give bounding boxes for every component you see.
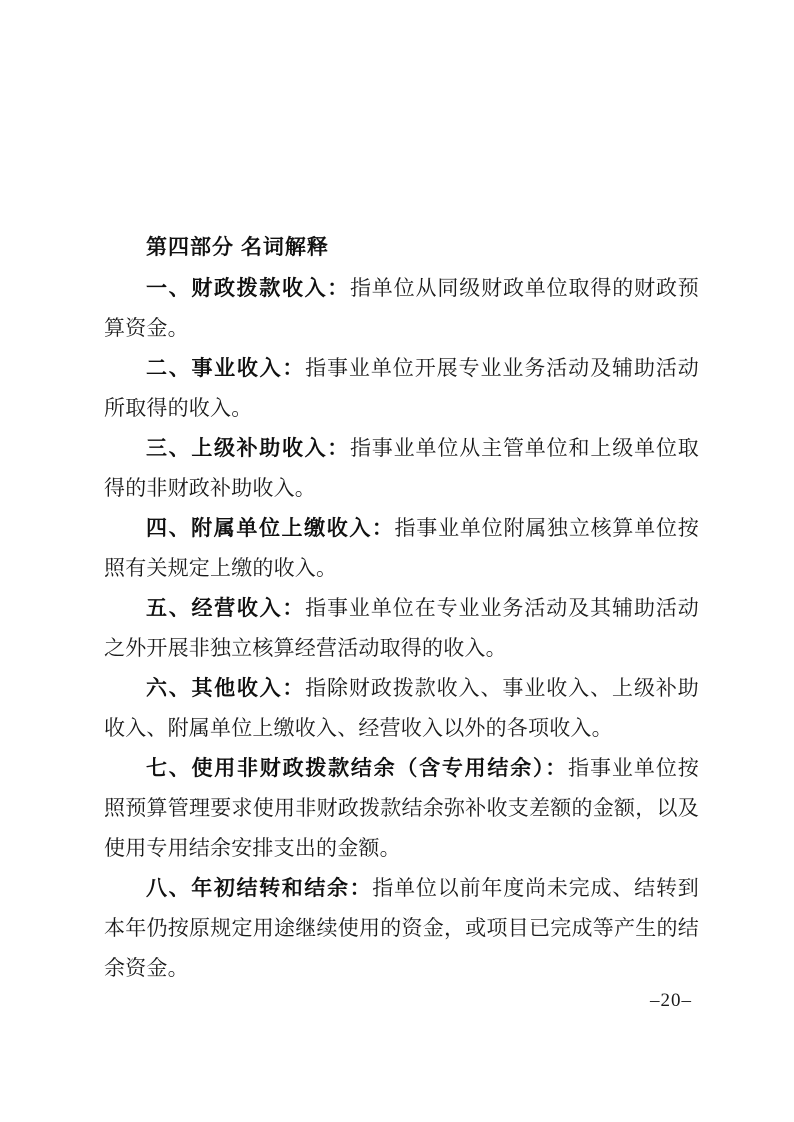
definition-paragraph-4 [104,508,699,588]
term-definition: 指事业单位附属独立核算单位按照有关规定上缴的收入。 [104,516,699,580]
term-definition: 指单位以前年度尚未完成、结转到本年仍按原规定用途继续使用的资金，或项目已完成等产生的结余资金。 [104,876,699,980]
section-title: 第四部分 名词解释 [146,236,329,259]
term-label: 二、事业收入： [146,356,306,380]
term-label: 四、附属单位上缴收入： [146,516,395,540]
document-content [104,228,699,988]
definition-paragraph-8 [104,868,699,988]
term-label: 六、其他收入： [146,676,306,700]
definition-paragraph-5 [104,588,699,668]
term-label: 八、年初结转和结余： [146,876,373,900]
definition-paragraph-1 [104,268,699,348]
term-definition: 指事业单位开展专业业务活动及辅助活动所取得的收入。 [104,356,699,420]
term-definition: 指单位从同级财政单位取得的财政预算资金。 [104,276,700,340]
page-number: –20– [650,990,692,1011]
term-definition: 指事业单位从主管单位和上级单位取得的非财政补助收入。 [104,436,700,500]
definition-paragraph-2 [104,348,699,428]
term-label: 五、经营收入： [146,596,306,620]
term-label: 三、上级补助收入： [146,436,350,460]
definition-paragraph-3 [104,428,699,508]
term-label: 一、财政拨款收入： [146,276,350,300]
term-definition: 指事业单位按照预算管理要求使用非财政拨款结余弥补收支差额的金额，以及使用专用结余安排支出的金额。 [104,756,699,860]
definition-paragraph-6 [104,668,699,748]
term-label: 七、使用非财政拨款结余（含专用结余）： [146,756,568,780]
term-definition: 指事业单位在专业业务活动及其辅助活动之外开展非独立核算经营活动取得的收入。 [104,596,699,660]
term-definition: 指除财政拨款收入、事业收入、上级补助收入、附属单位上缴收入、经营收入以外的各项收入。 [104,676,699,740]
definition-paragraph-7 [104,748,699,868]
